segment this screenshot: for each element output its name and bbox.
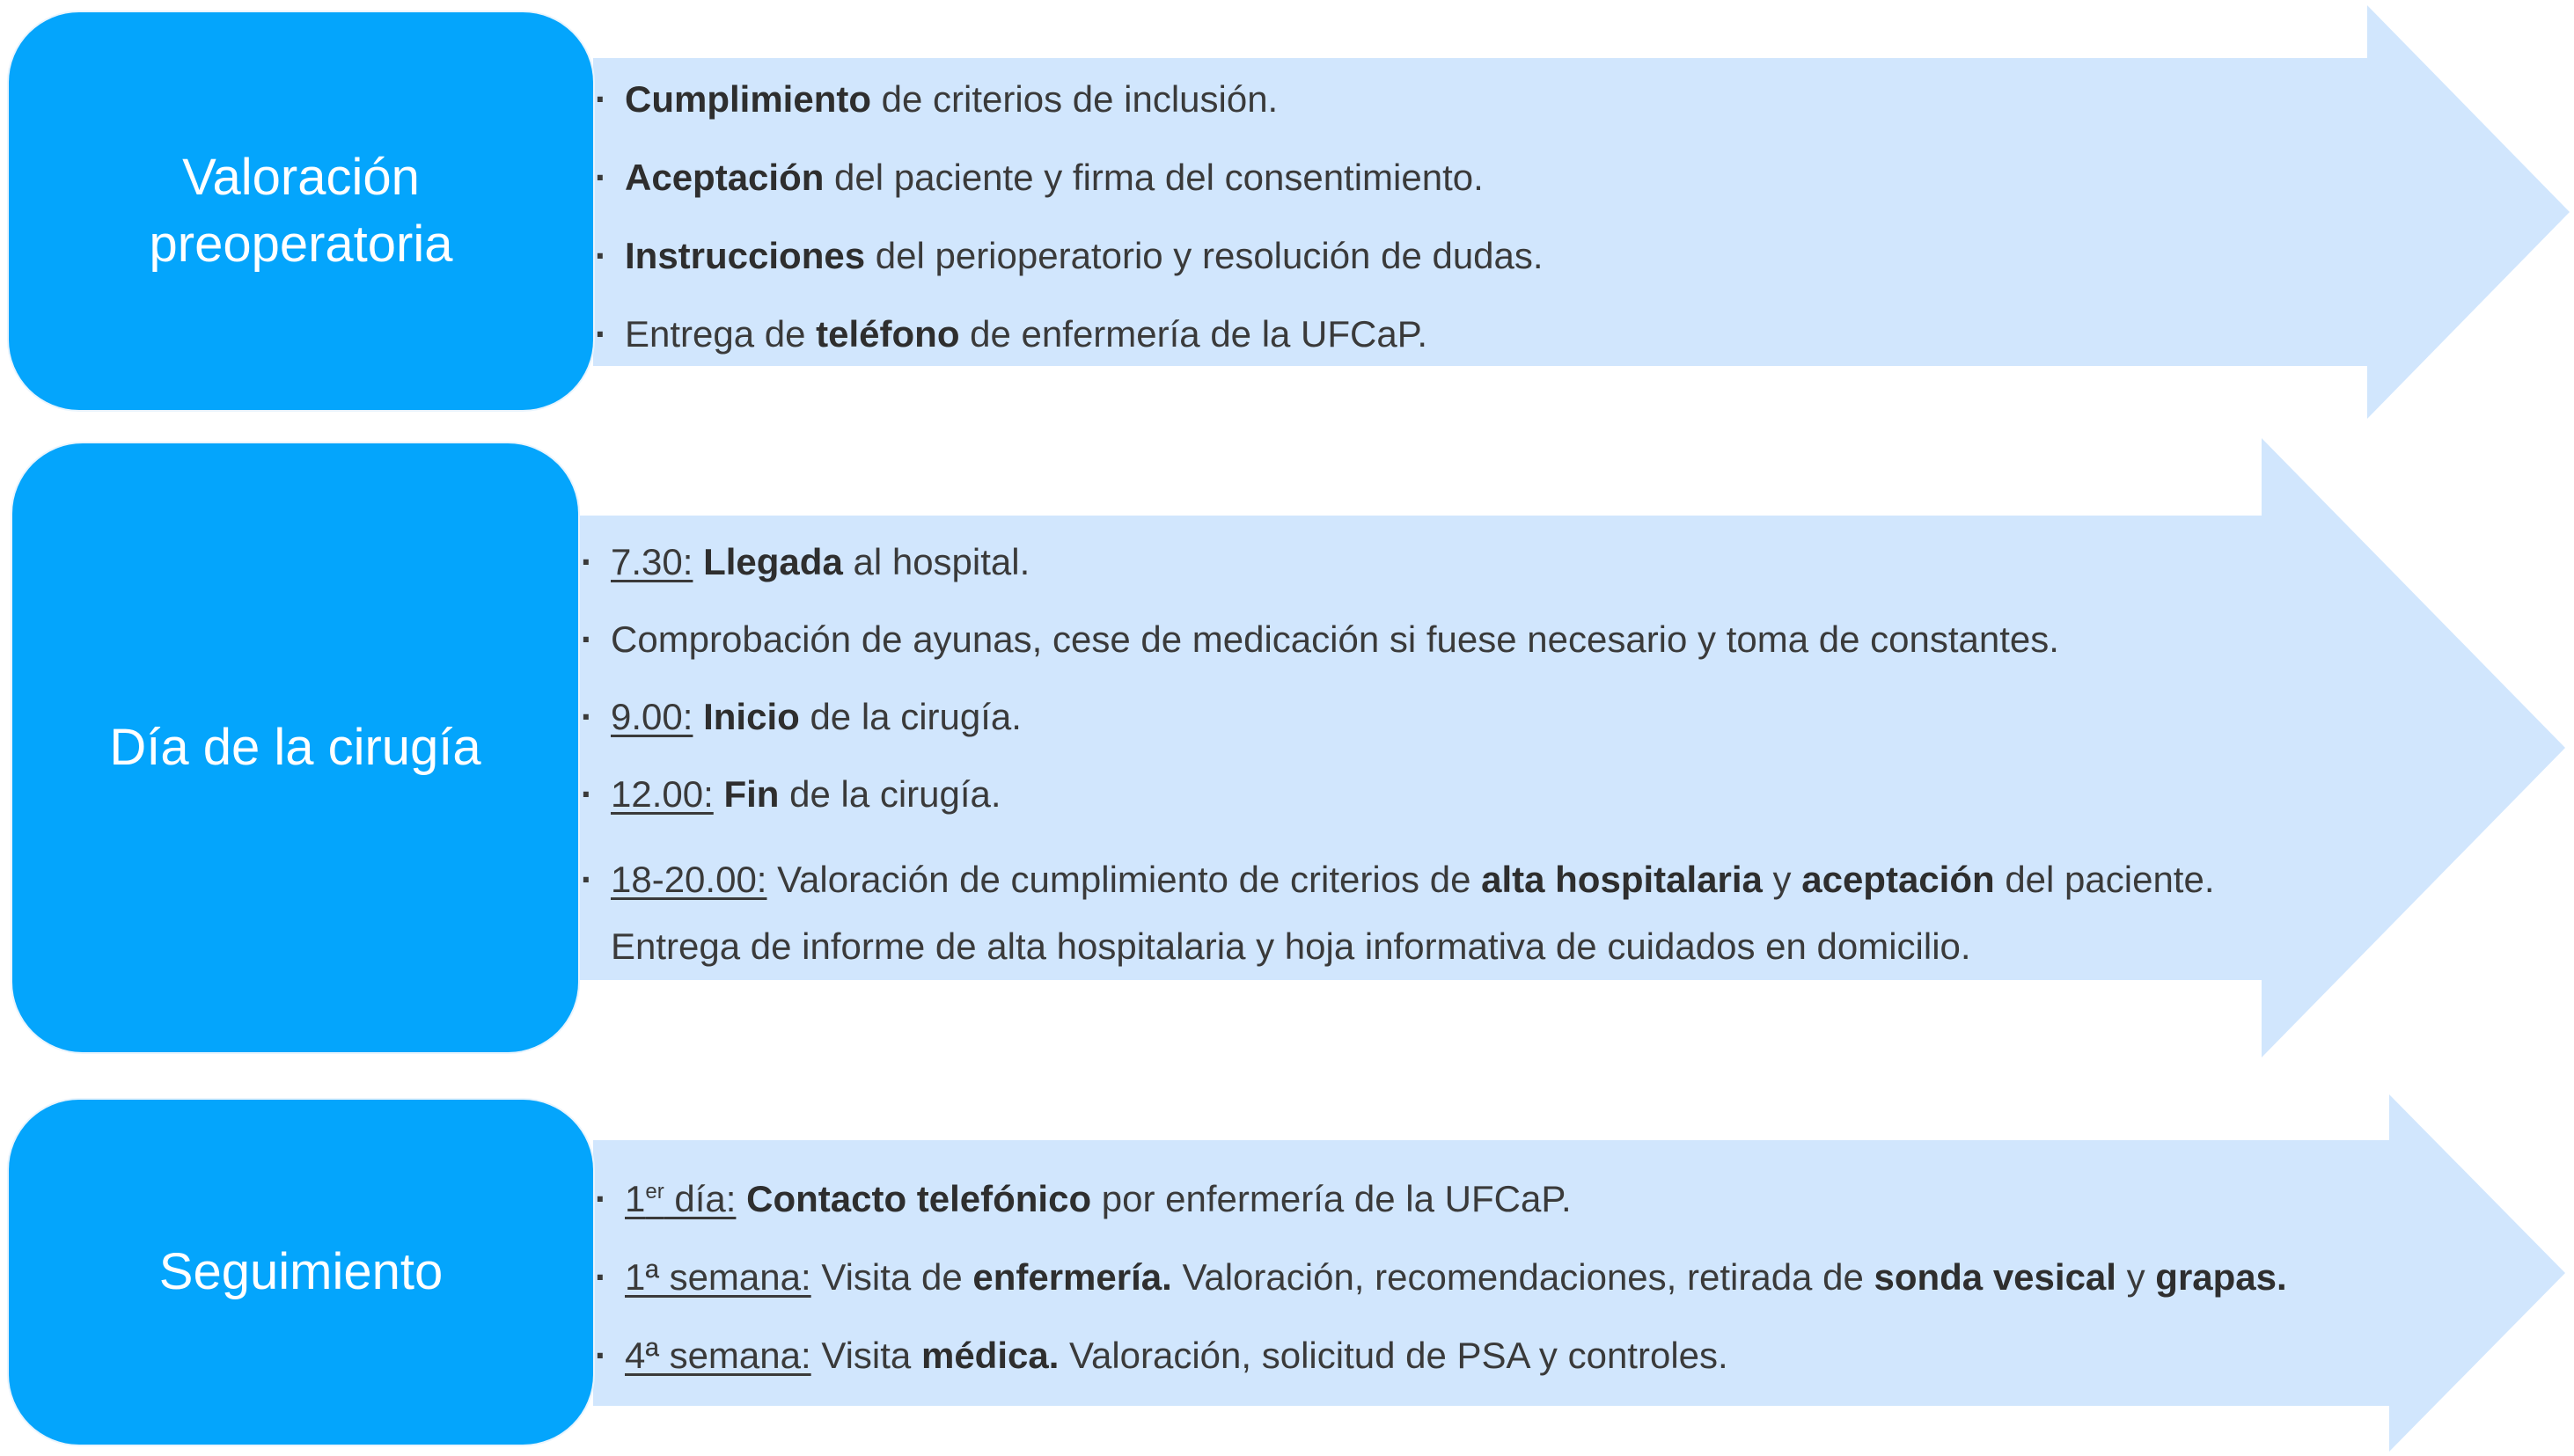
list-item bbox=[595, 1252, 2287, 1330]
list-item bbox=[581, 614, 2215, 665]
emphasis-text: sonda vesical bbox=[1874, 1256, 2116, 1298]
list-item bbox=[595, 309, 1544, 387]
text-run: y bbox=[1762, 859, 1802, 900]
text-run: de enfermería de la UFCaP. bbox=[959, 313, 1428, 355]
stage-title-follow-up bbox=[159, 1239, 443, 1306]
emphasis-text: aceptación bbox=[1801, 859, 1995, 900]
text-run bbox=[736, 1178, 746, 1219]
list-item-text bbox=[625, 1252, 2287, 1303]
stage-title-preoperative bbox=[150, 144, 453, 278]
list-item-text bbox=[625, 1174, 2287, 1225]
emphasis-text: grapas. bbox=[2155, 1256, 2287, 1298]
time-label: día: bbox=[664, 1178, 737, 1219]
list-item-text bbox=[625, 1330, 2287, 1381]
emphasis-text: Fin bbox=[723, 773, 780, 815]
stage-title-line: preoperatoria bbox=[149, 216, 453, 273]
list-item bbox=[581, 769, 2215, 820]
list-item-continuation: Entrega de informe de alta hospitalaria y hoja informativa de cuidados en domicilio. bbox=[611, 926, 1971, 967]
time-label: 18-20.00: bbox=[611, 859, 767, 900]
list-item-text bbox=[625, 309, 1544, 360]
list-item bbox=[595, 74, 1544, 152]
text-run: Comprobación de ayunas, cese de medicación si fuese necesario y toma de constantes. bbox=[611, 618, 2059, 660]
time-label: 4ª semana: bbox=[625, 1335, 811, 1376]
text-run: Visita bbox=[810, 1335, 921, 1376]
stage-title-line: Seguimiento bbox=[158, 1243, 444, 1300]
text-run: Valoración de cumplimiento de criterios de bbox=[766, 859, 1482, 900]
text-run: al hospital. bbox=[842, 541, 1030, 582]
time-label: 7.30: bbox=[611, 541, 693, 582]
text-run bbox=[714, 773, 724, 815]
emphasis-text: Inicio bbox=[703, 696, 800, 737]
list-item bbox=[595, 1330, 2287, 1408]
list-item bbox=[595, 152, 1544, 230]
emphasis-text: enfermería. bbox=[972, 1256, 1172, 1298]
time-label: er bbox=[645, 1180, 664, 1204]
text-run: por enfermería de la UFCaP. bbox=[1091, 1178, 1572, 1219]
time-label: 1ª semana: bbox=[625, 1256, 811, 1298]
list-item-text bbox=[625, 152, 1544, 203]
emphasis-text: Contacto telefónico bbox=[746, 1178, 1092, 1219]
list-item bbox=[581, 691, 2215, 743]
text-run: Visita de bbox=[810, 1256, 973, 1298]
list-item-text bbox=[611, 614, 2215, 665]
text-run: del perioperatorio y resolución de dudas. bbox=[865, 235, 1544, 276]
list-item-text bbox=[611, 537, 2215, 588]
emphasis-text: Cumplimiento bbox=[625, 78, 871, 120]
time-label: 9.00: bbox=[611, 696, 693, 737]
stage-items-preoperative bbox=[595, 74, 1544, 387]
stage-box-surgery-day bbox=[12, 443, 578, 1052]
emphasis-text: Llegada bbox=[703, 541, 843, 582]
emphasis-text: alta hospitalaria bbox=[1481, 859, 1763, 900]
list-item bbox=[595, 1174, 2287, 1252]
text-run: de la cirugía. bbox=[779, 773, 1001, 815]
stage-title-surgery-day bbox=[109, 714, 480, 781]
stage-title-line: Día de la cirugía bbox=[109, 719, 481, 776]
text-run: del paciente y firma del consentimiento. bbox=[824, 157, 1484, 198]
time-label: 12.00: bbox=[611, 773, 714, 815]
emphasis-text: Instrucciones bbox=[625, 235, 866, 276]
text-run: de criterios de inclusión. bbox=[871, 78, 1279, 120]
time-label: 1 bbox=[625, 1178, 646, 1219]
emphasis-text: Aceptación bbox=[625, 157, 825, 198]
stage-title-line: Valoración bbox=[182, 149, 420, 206]
list-item-text bbox=[611, 769, 2215, 820]
stage-items-surgery-day bbox=[581, 537, 2215, 1006]
stage-items-follow-up bbox=[595, 1174, 2287, 1408]
text-run: Entrega de bbox=[625, 313, 817, 355]
text-run: y bbox=[2116, 1256, 2156, 1298]
text-run: Valoración, recomendaciones, retirada de bbox=[1171, 1256, 1874, 1298]
stage-box-follow-up bbox=[9, 1100, 593, 1445]
list-item bbox=[581, 537, 2215, 588]
text-run bbox=[693, 541, 703, 582]
stage-box-preoperative bbox=[9, 12, 593, 410]
text-run: del paciente. bbox=[1994, 859, 2215, 900]
list-item-text bbox=[625, 74, 1544, 125]
list-item-text bbox=[611, 691, 2215, 743]
text-run: Valoración, solicitud de PSA y controles. bbox=[1059, 1335, 1728, 1376]
list-item-text bbox=[625, 230, 1544, 282]
emphasis-text: médica. bbox=[920, 1335, 1060, 1376]
text-run bbox=[693, 696, 703, 737]
text-run: de la cirugía. bbox=[799, 696, 1022, 737]
list-item-text bbox=[611, 846, 2215, 913]
emphasis-text: teléfono bbox=[816, 313, 960, 355]
list-item bbox=[595, 230, 1544, 309]
list-item bbox=[581, 846, 2215, 980]
